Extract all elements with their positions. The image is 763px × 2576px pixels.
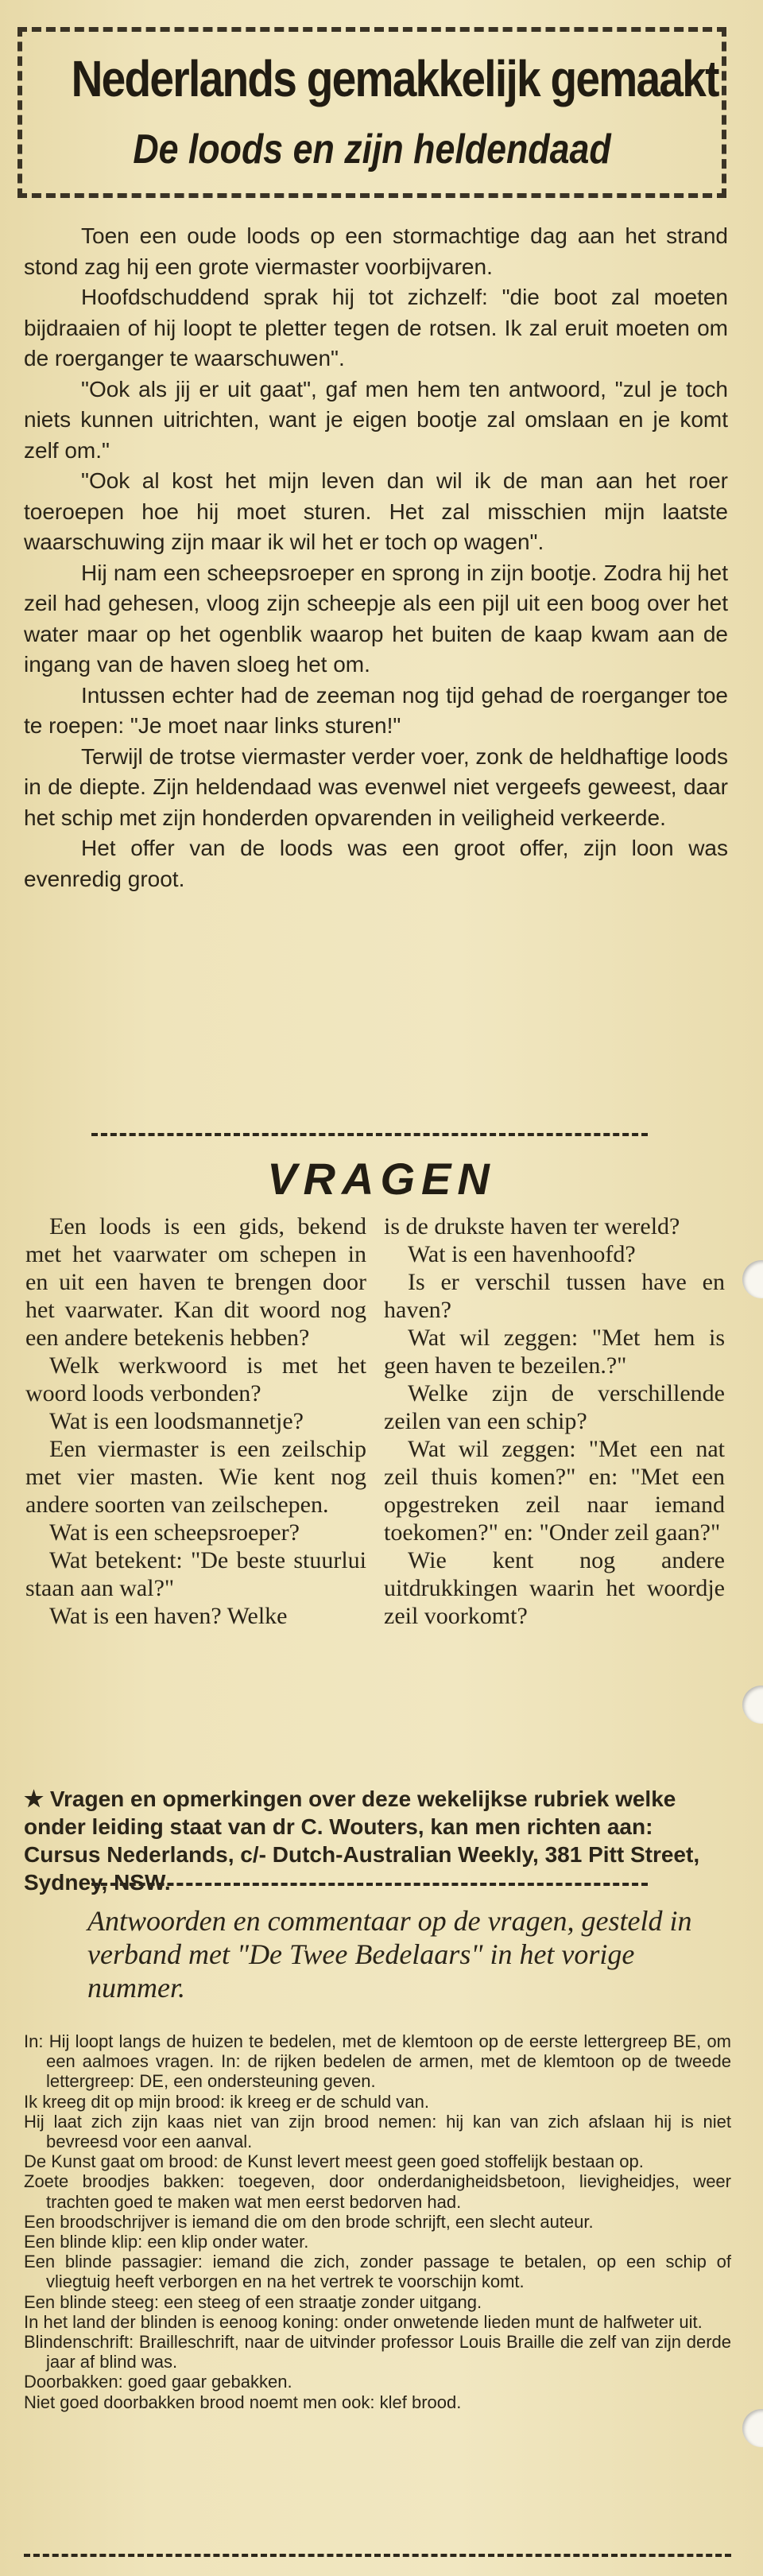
- question-item: Wat wil zeggen: "Met hem is geen haven te bezeilen.?": [384, 1325, 725, 1379]
- question-item: Wat is een loodsmannetje?: [49, 1408, 304, 1434]
- question-item: is de drukste haven ter wereld?: [384, 1213, 680, 1240]
- question-item: Een viermaster is een zeilschip met vier masten. Wie kent nog andere soorten van zeilschepen.: [25, 1436, 366, 1518]
- contact-note: ★ Vragen en opmerkingen over deze wekelijkse rubriek welke onder leiding staat van dr C. Wouters, kan men richten aan: Cursus Nederlands, c/- Dutch-Australian Weekly, 381 Pitt Street, Sydney, NSW.: [24, 1787, 700, 1895]
- section-divider: [24, 2554, 731, 2557]
- answers-heading: Antwoorden en commentaar op de vragen, gesteld in verband met "De Twee Bedelaars" in het vorige nummer.: [87, 1905, 692, 2004]
- section-heading-vragen: VRAGEN: [267, 1154, 496, 1204]
- answer-item: Niet goed doorbakken brood noemt men ook: klef brood.: [24, 2392, 462, 2412]
- answers-list: [24, 2031, 731, 2412]
- question-item: Wat is een scheepsroeper?: [49, 1519, 300, 1546]
- header-box: [17, 27, 726, 198]
- answer-item: Een blinde klip: een klip onder water.: [24, 2232, 309, 2252]
- answer-item: In het land der blinden is eenoog koning: onder onwetende lieden munt de halfweter uit.: [24, 2311, 703, 2332]
- story-paragraph: Hij nam een scheepsroeper en sprong in zijn bootje. Zodra hij het zeil had gehesen, vloog zijn scheepje als een pijl uit een boog over het water maar op het ogenblik waarop het buiten de kaap kwam aan de ingang van de haven sloeg het om.: [24, 560, 728, 677]
- answer-item: Een blinde steeg: een steeg of een straatje zonder uitgang.: [24, 2291, 482, 2312]
- question-item: Wat is een haven? Welke: [49, 1603, 288, 1629]
- question-item: Wat betekent: "De beste stuurlui staan aan wal?": [25, 1547, 366, 1601]
- answer-item: Hij laat zich zijn kaas niet van zijn brood nemen: hij kan van zich afslaan hij is niet bevreesd voor een aanval.: [24, 2111, 731, 2152]
- story-paragraph: Toen een oude loods op een stormachtige dag aan het strand stond zag hij een grote viermaster voorbijvaren.: [24, 223, 728, 279]
- story-paragraph: Hoofdschuddend sprak hij tot zichzelf: "die boot zal moeten bijdraaien of hij loopt te pletter tegen de rotsen. Ik zal eruit moeten om de roerganger te waarschuwen".: [24, 285, 728, 370]
- answer-item: Een broodschrijver is iemand die om den brode schrijft, een slecht auteur.: [24, 2211, 594, 2232]
- question-item: Welk werkwoord is met het woord loods verbonden?: [25, 1352, 366, 1406]
- section-divider: [91, 1883, 648, 1886]
- answer-item: Ik kreeg dit op mijn brood: ik kreeg er de schuld van.: [24, 2091, 429, 2112]
- story-text: [24, 221, 728, 894]
- section-divider: [91, 1133, 648, 1136]
- questions-left-column: [25, 1212, 366, 1630]
- question-item: Is er verschil tussen have en haven?: [384, 1269, 725, 1323]
- page-title: Nederlands gemakkelijk gemaakt: [71, 50, 718, 107]
- question-item: Wat is een havenhoofd?: [408, 1241, 636, 1267]
- story-paragraph: Terwijl de trotse viermaster verder voer, zonk de heldhaftige loods in de diepte. Zijn heldendaad was evenwel niet vergeefs geweest, daar het schip met zijn honderden opvarenden in veiligheid verkeerde.: [24, 743, 728, 830]
- answer-item: Doorbakken: goed gaar gebakken.: [24, 2372, 292, 2392]
- page-subtitle: De loods en zijn heldendaad: [133, 126, 611, 173]
- story-paragraph: Het offer van de loods was een groot offer, zijn loon was evenredig groot.: [24, 836, 728, 891]
- answer-item: Blindenschrift: Brailleschrift, naar de uitvinder professor Louis Braille die zelf van zijn derde jaar af blind was.: [24, 2332, 731, 2372]
- answer-item: In: Hij loopt langs de huizen te bedelen, met de klemtoon op de eerste lettergreep BE, om een aalmoes vragen. In: de rijken bedelen de armen, met de klemtoon op de tweede lettergreep: DE, een ondersteuning geven.: [24, 2031, 731, 2092]
- story-paragraph: "Ook al kost het mijn leven dan wil ik de man aan het roer toeroepen hoe hij moet sturen. Het zal misschien mijn laatste waarschuwing zijn maar ik wil het er toch op wagen".: [24, 468, 728, 554]
- questions-columns: [25, 1212, 725, 1630]
- story-paragraph: "Ook als jij er uit gaat", gaf men hem ten antwoord, "zul je toch niets kunnen uitrichten, want je eigen bootje zal omslaan en je komt zelf om.": [24, 376, 728, 463]
- question-item: Wat wil zeggen: "Met een nat zeil thuis komen?" en: "Met een opgestreken zeil naar iemand toekomen?" en: "Onder zeil gaan?": [384, 1436, 725, 1546]
- answer-item: De Kunst gaat om brood: de Kunst levert meest geen goed stoffelijk bestaan op.: [24, 2151, 644, 2172]
- question-item: Welke zijn de verschillende zeilen van een schip?: [384, 1380, 725, 1434]
- answer-item: Een blinde passagier: iemand die zich, zonder passage te betalen, op een schip of vliegtuig heeft verborgen en na het vertrek te voorschijn komt.: [24, 2252, 731, 2292]
- question-item: Een loods is een gids, bekend met het vaarwater om schepen in en uit een haven te brengen door het vaarwater. Kan dit woord nog een andere betekenis hebben?: [25, 1213, 366, 1351]
- question-item: Wie kent nog andere uitdrukkingen waarin het woordje zeil voorkomt?: [384, 1547, 725, 1629]
- story-paragraph: Intussen echter had de zeeman nog tijd gehad de roerganger toe te roepen: "Je moet naar links sturen!": [24, 682, 728, 738]
- answer-item: Zoete broodjes bakken: toegeven, door onderdanigheidsbetoon, lievigheidjes, weer trachten goed te maken wat men eerst bedorven had.: [24, 2171, 731, 2212]
- questions-right-column: [384, 1212, 725, 1630]
